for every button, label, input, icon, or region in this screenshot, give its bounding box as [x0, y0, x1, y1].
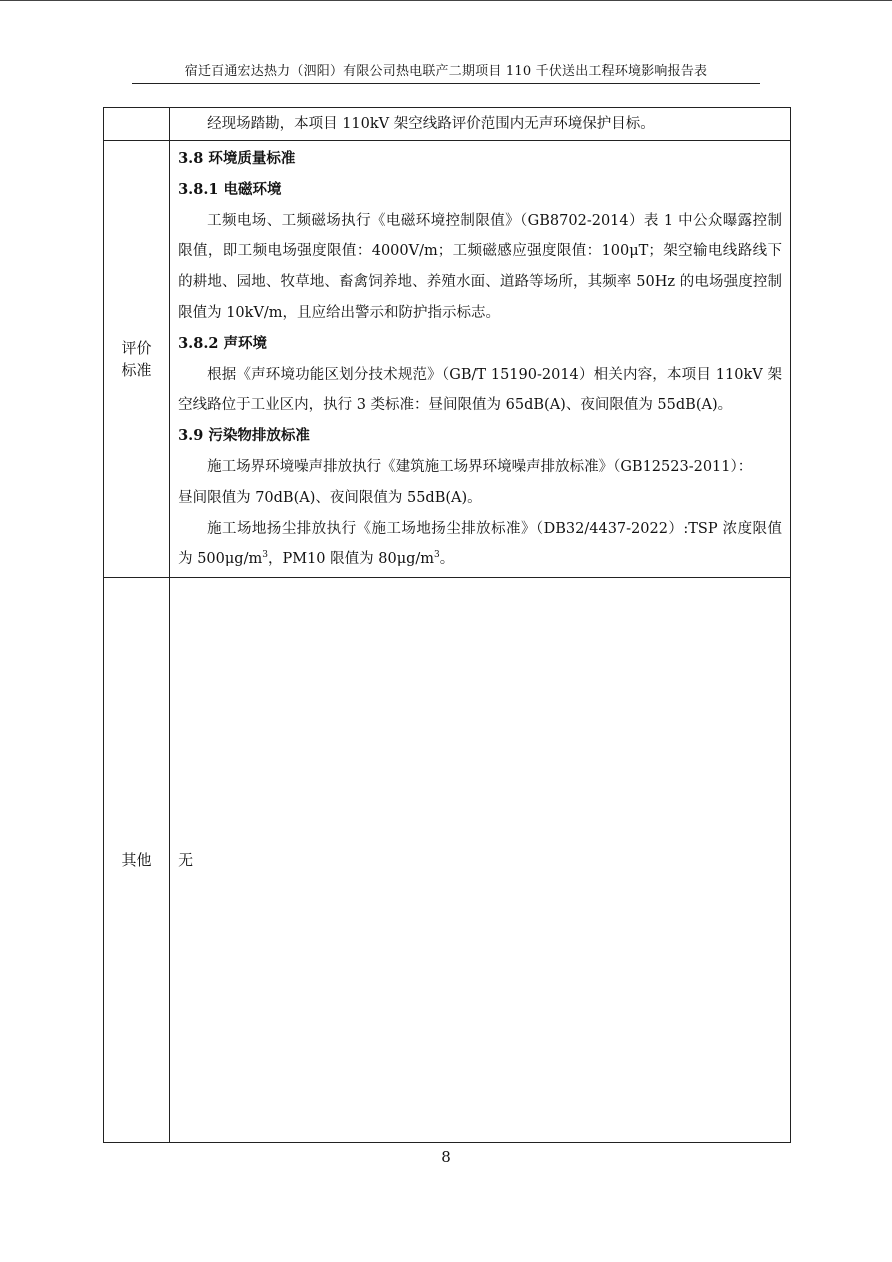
- table-row-other: [104, 578, 791, 1143]
- dust-superscript-2: 3: [434, 550, 440, 561]
- content-cell-evaluation-standards: [170, 141, 791, 578]
- heading-3-9: 3.9 污染物排放标准: [178, 427, 310, 445]
- dust-text-c: 。: [439, 551, 455, 568]
- page-top-border: [0, 0, 892, 1]
- content-cell-other: 无: [170, 578, 791, 1143]
- label-evaluation-line1: 评价: [121, 339, 152, 358]
- report-table: [103, 107, 791, 1143]
- dust-superscript-1: 3: [262, 550, 268, 561]
- label-cell-empty: [104, 108, 170, 141]
- page-number: 8: [441, 1148, 451, 1166]
- heading-3-8-2: 3.8.2 声环境: [178, 334, 268, 352]
- content-cell-continuation: [170, 108, 791, 141]
- paragraph-electromagnetic: 工频电场、工频磁场执行《电磁环境控制限值》（GB8702-2014）表 1 中公众曝露控制限值，即工频电场强度限值：4000V/m；工频磁感应强度限值：100μT；架空输电线路线下的耕地、园地、牧草地、畜禽饲养地、养殖水面、道路等场所，其频率 50Hz 的电场强度控制限值为 10kV/m，且应给出警示和防护指示标志。: [178, 212, 782, 321]
- heading-3-8-1: 3.8.1 电磁环境: [178, 180, 282, 198]
- paragraph-acoustic: 根据《声环境功能区划分技术规范》（GB/T 15190-2014）相关内容，本项目 110kV 架空线路位于工业区内，执行 3 类标准：昼间限值为 65dB(A)、夜间限值为 55dB(A)。: [178, 366, 782, 414]
- dust-text-a: 施工场地扬尘排放执行《施工场地扬尘排放标准》（DB32/4437-2022）:TSP 浓度限值为 500μg/m: [178, 520, 782, 568]
- table-row-evaluation-standards: [104, 141, 791, 578]
- paragraph-dust: [178, 514, 782, 576]
- table-row-continuation: [104, 108, 791, 141]
- paragraph-construction-noise-a: 施工场界环境噪声排放执行《建筑施工场界环境噪声排放标准》（GB12523-2011）：: [207, 458, 753, 475]
- paragraph-no-noise-target: 经现场踏勘，本项目 110kV 架空线路评价范围内无声环境保护目标。: [207, 116, 655, 132]
- label-cell-other: 其他: [104, 578, 170, 1143]
- running-header: 宿迁百通宏达热力（泗阳）有限公司热电联产二期项目 110 千伏送出工程环境影响报告表: [132, 62, 760, 84]
- label-cell-evaluation-standards: [104, 141, 170, 578]
- paragraph-construction-noise-b: 昼间限值为 70dB(A)、夜间限值为 55dB(A)。: [178, 489, 482, 506]
- dust-text-b: ，PM10 限值为 80μg/m: [267, 551, 435, 568]
- label-evaluation-line2: 标准: [121, 361, 152, 380]
- heading-3-8: 3.8 环境质量标准: [178, 150, 296, 167]
